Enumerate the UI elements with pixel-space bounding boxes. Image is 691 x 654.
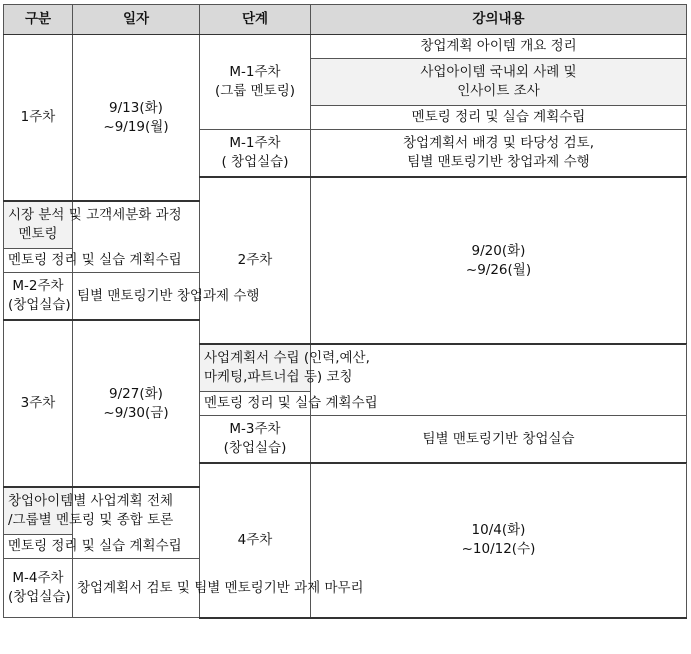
content-line: 마케팅,파트너쉽 등) 코칭 bbox=[204, 369, 353, 385]
content-line: 팀별 맨토링기반 창업과제 수행 bbox=[407, 154, 590, 170]
week-cell: 3주차 bbox=[4, 320, 73, 487]
date-cell bbox=[73, 35, 200, 202]
content-line: 창업계획서 배경 및 타당성 검토, bbox=[403, 135, 594, 151]
content-line: 사업계획서 수립 (인력,예산, bbox=[204, 350, 370, 366]
stage-subtitle: ( 창업실습) bbox=[221, 154, 289, 170]
stage-practice-cell bbox=[200, 416, 311, 464]
content-cell bbox=[200, 344, 370, 392]
stage-mentoring-cell bbox=[200, 35, 311, 130]
content-cell: 멘토링 정리 및 실습 계획수립 bbox=[4, 249, 73, 273]
stage-subtitle: (그룹 멘토링) bbox=[214, 83, 296, 99]
date-end: ~10/12(수) bbox=[461, 541, 536, 558]
lecture-schedule-table bbox=[3, 4, 687, 619]
content-cell: 멘토링 정리 및 실습 계획수립 bbox=[4, 535, 73, 559]
header-division: 구분 bbox=[4, 5, 73, 35]
date-start: 9/13(화) bbox=[109, 99, 163, 116]
header-stage: 단계 bbox=[200, 5, 311, 35]
date-end: ~9/26(월) bbox=[465, 261, 532, 278]
date-cell bbox=[311, 463, 687, 618]
content-line: 사업아이템 국내외 사례 및 bbox=[420, 64, 577, 80]
date-cell bbox=[73, 320, 200, 487]
stage-subtitle: (창업실습) bbox=[8, 589, 71, 605]
content-line: 인사이트 조사 bbox=[457, 83, 540, 99]
content-cell: 창업계획서 검토 및 팀별 멘토링기반 과제 마무리 bbox=[73, 559, 200, 618]
content-cell bbox=[311, 130, 687, 178]
date-cell bbox=[311, 177, 687, 344]
stage-title: M-3주차 bbox=[229, 421, 281, 437]
stage-title: M-4주차 bbox=[12, 570, 64, 586]
date-end: ~9/30(금) bbox=[103, 404, 169, 421]
stage-practice-cell bbox=[4, 559, 73, 618]
content-cell: 멘토링 정리 및 실습 계획수립 bbox=[200, 392, 311, 416]
content-line: 멘토링 bbox=[18, 226, 58, 242]
date-start: 9/20(화) bbox=[471, 242, 526, 259]
header-date: 일자 bbox=[73, 5, 200, 35]
content-cell: 창업계획 아이템 개요 정리 bbox=[311, 35, 687, 59]
stage-title: M-2주차 bbox=[12, 278, 64, 294]
content-line: /그룹별 멘토링 및 종합 토론 bbox=[8, 512, 174, 528]
header-content: 강의내용 bbox=[311, 5, 687, 35]
date-start: 10/4(화) bbox=[471, 522, 526, 539]
header-row bbox=[4, 5, 687, 35]
stage-title: M-1주차 bbox=[229, 135, 281, 151]
content-cell bbox=[311, 59, 687, 106]
stage-subtitle: (창업실습) bbox=[223, 440, 287, 456]
content-cell: 팀별 맨토링기반 창업과제 수행 bbox=[73, 273, 200, 321]
content-cell bbox=[4, 201, 182, 249]
content-line: 시장 분석 및 고객세분화 과정 bbox=[8, 207, 182, 223]
week-cell: 1주차 bbox=[4, 35, 73, 202]
stage-practice-cell bbox=[4, 273, 73, 321]
week-cell: 4주차 bbox=[200, 463, 311, 618]
stage-subtitle: (창업실습) bbox=[8, 297, 71, 313]
date-end: ~9/19(월) bbox=[103, 118, 169, 135]
week-cell: 2주차 bbox=[200, 177, 311, 344]
content-cell bbox=[4, 487, 174, 535]
content-line: 창업아이템별 사업계획 전체 bbox=[8, 493, 174, 509]
content-cell: 팀별 맨토링기반 창업실습 bbox=[311, 416, 687, 464]
date-start: 9/27(화) bbox=[109, 385, 163, 402]
stage-practice-cell bbox=[200, 130, 311, 178]
stage-title: M-1주차 bbox=[229, 64, 281, 80]
content-cell: 멘토링 정리 및 실습 계획수립 bbox=[311, 106, 687, 130]
table-row bbox=[4, 35, 687, 59]
